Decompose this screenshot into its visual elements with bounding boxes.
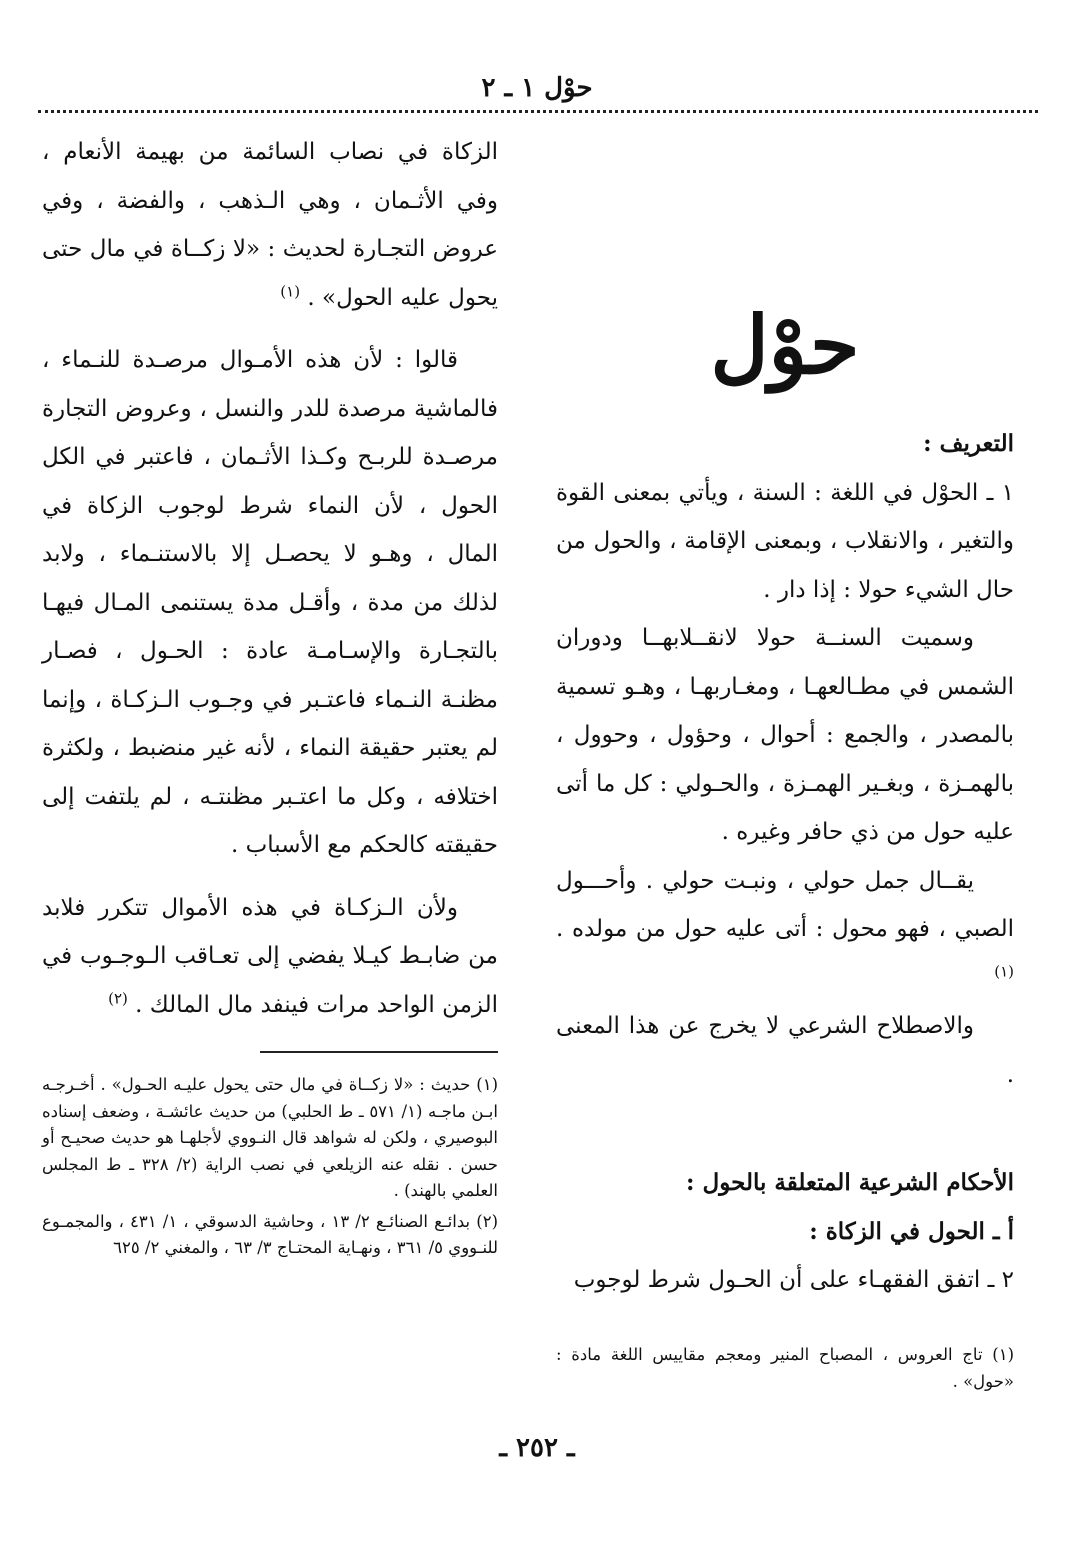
left-paragraph-3-text: ولأن الـزكـاة في هذه الأموال تتكرر فلابد من ضابـط كيـلا يفضي إلى تعـاقب الـوجـوب في الزمن الواحد مرات فينفد مال المالك . xyxy=(42,894,498,1018)
left-paragraph-2: قالوا : لأن هذه الأمـوال مرصـدة للنـماء ، فالماشية مرصدة للدر والنسل ، وعروض التجارة مرصـدة للربـح وكـذا الأثـمان ، فاعتبر في الكل الحول ، لأن النماء شرط لوجوب الزكاة في المال ، وهـو لا يحصـل إلا بالاستنـماء ، ولابد لذلك من مدة ، وأقـل مدة يستنمى المـال فيهـا بالتجـارة والإسـامـة عادة : الحـول ، فصـار مظنـة النـماء فاعتـبر في وجـوب الـزكـاة ، وإنما لم يعتبر حقيقة النماء ، لأنه غير منضبط ، ولكثرة اختلافه ، وكل ما اعتـبر مظنتـه ، لم يلتفت إلى حقيقته كالحكم مع الأسباب . xyxy=(42,347,498,858)
entry-title: حوْل xyxy=(710,298,860,392)
right-paragraph-5: ٢ ـ اتفق الفقهـاء على أن الحـول شرط لوجوب xyxy=(573,1267,1014,1293)
footnotes-left xyxy=(42,1072,498,1266)
running-head: حوْل ١ ـ ٢ xyxy=(481,73,593,103)
spacer xyxy=(42,322,498,336)
footnotes-right xyxy=(556,1342,1014,1399)
footnote-ref: (١) xyxy=(280,281,301,300)
spacer xyxy=(556,1099,1014,1159)
rulings-heading: الأحكام الشرعية المتعلقة بالحول : xyxy=(686,1169,1014,1196)
right-paragraph-3 xyxy=(556,857,1014,1003)
footnote-2: (٢) بدائـع الصنائـع ٢/ ١٣ ، وحاشية الدسوقي ، ١/ ٤٣١ ، والمجمـوع للنـووي ٥/ ٣٦١ ، ونهـاية المحتـاج ٣/ ٦٣ ، والمغني ٢/ ٦٢٥ xyxy=(42,1211,498,1257)
left-paragraph-1-text: الزكاة في نصاب السائمة من بهيمة الأنعام ، وفي الأثـمان ، وهي الـذهب ، والفضة ، وفي عروض التجـارة لحديث : «لا زكــاة في مال حتى يحول عليه الحول» . xyxy=(42,139,498,311)
left-paragraph-3 xyxy=(42,884,498,1030)
footnote-ref: (٢) xyxy=(108,988,128,1007)
footnote-1: (١) تاج العروس ، المصباح المنير ومعجم مقاييس اللغة مادة : «حول» . xyxy=(556,1345,1014,1391)
subheading-zakat: أ ـ الحول في الزكاة : xyxy=(809,1217,1014,1245)
footnote-1: (١) حديث : «لا زكــاة في مال حتى يحول عليـه الحـول» . أخـرجـه ابـن ماجـه (١/ ٥٧١ ـ ط الحلبي) من حديث عائشـة ، وضعف إسناده البوصيري ، ولكن له شواهد قال النـووي لأجلهـا هو حديث صحيـح أو حسن . نقله عنه الزيلعي في نصب الراية (٢/ ٣٢٨ ـ ط المجلس العلمي بالهند) . xyxy=(42,1075,498,1200)
right-paragraph-4: والاصطلاح الشرعي لا يخرج عن هذا المعنى . xyxy=(556,1013,1014,1088)
left-paragraph-1 xyxy=(42,128,498,322)
footnote-ref: (١) xyxy=(994,961,1014,980)
left-column xyxy=(42,128,498,1029)
right-paragraph-3-text: يقــال جمل حولي ، ونبـت حولي . وأحـــول الصبي ، فهو محول : أتى عليه حول من مولده . xyxy=(556,867,1014,942)
footnote-rule xyxy=(260,1051,498,1053)
right-column xyxy=(556,420,1014,1305)
page-number: ـ ٢٥٢ ـ xyxy=(499,1433,575,1463)
right-paragraph-1: ١ ـ الحوْل في اللغة : السنة ، ويأتي بمعنى القوة والتغير ، والانقلاب ، وبمعنى الإقامة ، والحول من حال الشيء حولا : إذا دار . xyxy=(556,479,1014,603)
header-dotted-rule xyxy=(38,110,1038,113)
spacer xyxy=(42,870,498,884)
right-paragraph-2: وسميت السنــة حولا لانقــلابهــا ودوران الشمس في مطـالعهـا ، ومغـاربهـا ، وهـو تسمية بالمصدر ، والجمع : أحوال ، وحؤول ، وحوول ، بالهمـزة ، وبغـير الهمـزة ، والحـولي : كل ما أتى عليه حول من ذي حافر وغيره . xyxy=(556,625,1014,845)
definition-heading: التعريف : xyxy=(923,430,1014,457)
